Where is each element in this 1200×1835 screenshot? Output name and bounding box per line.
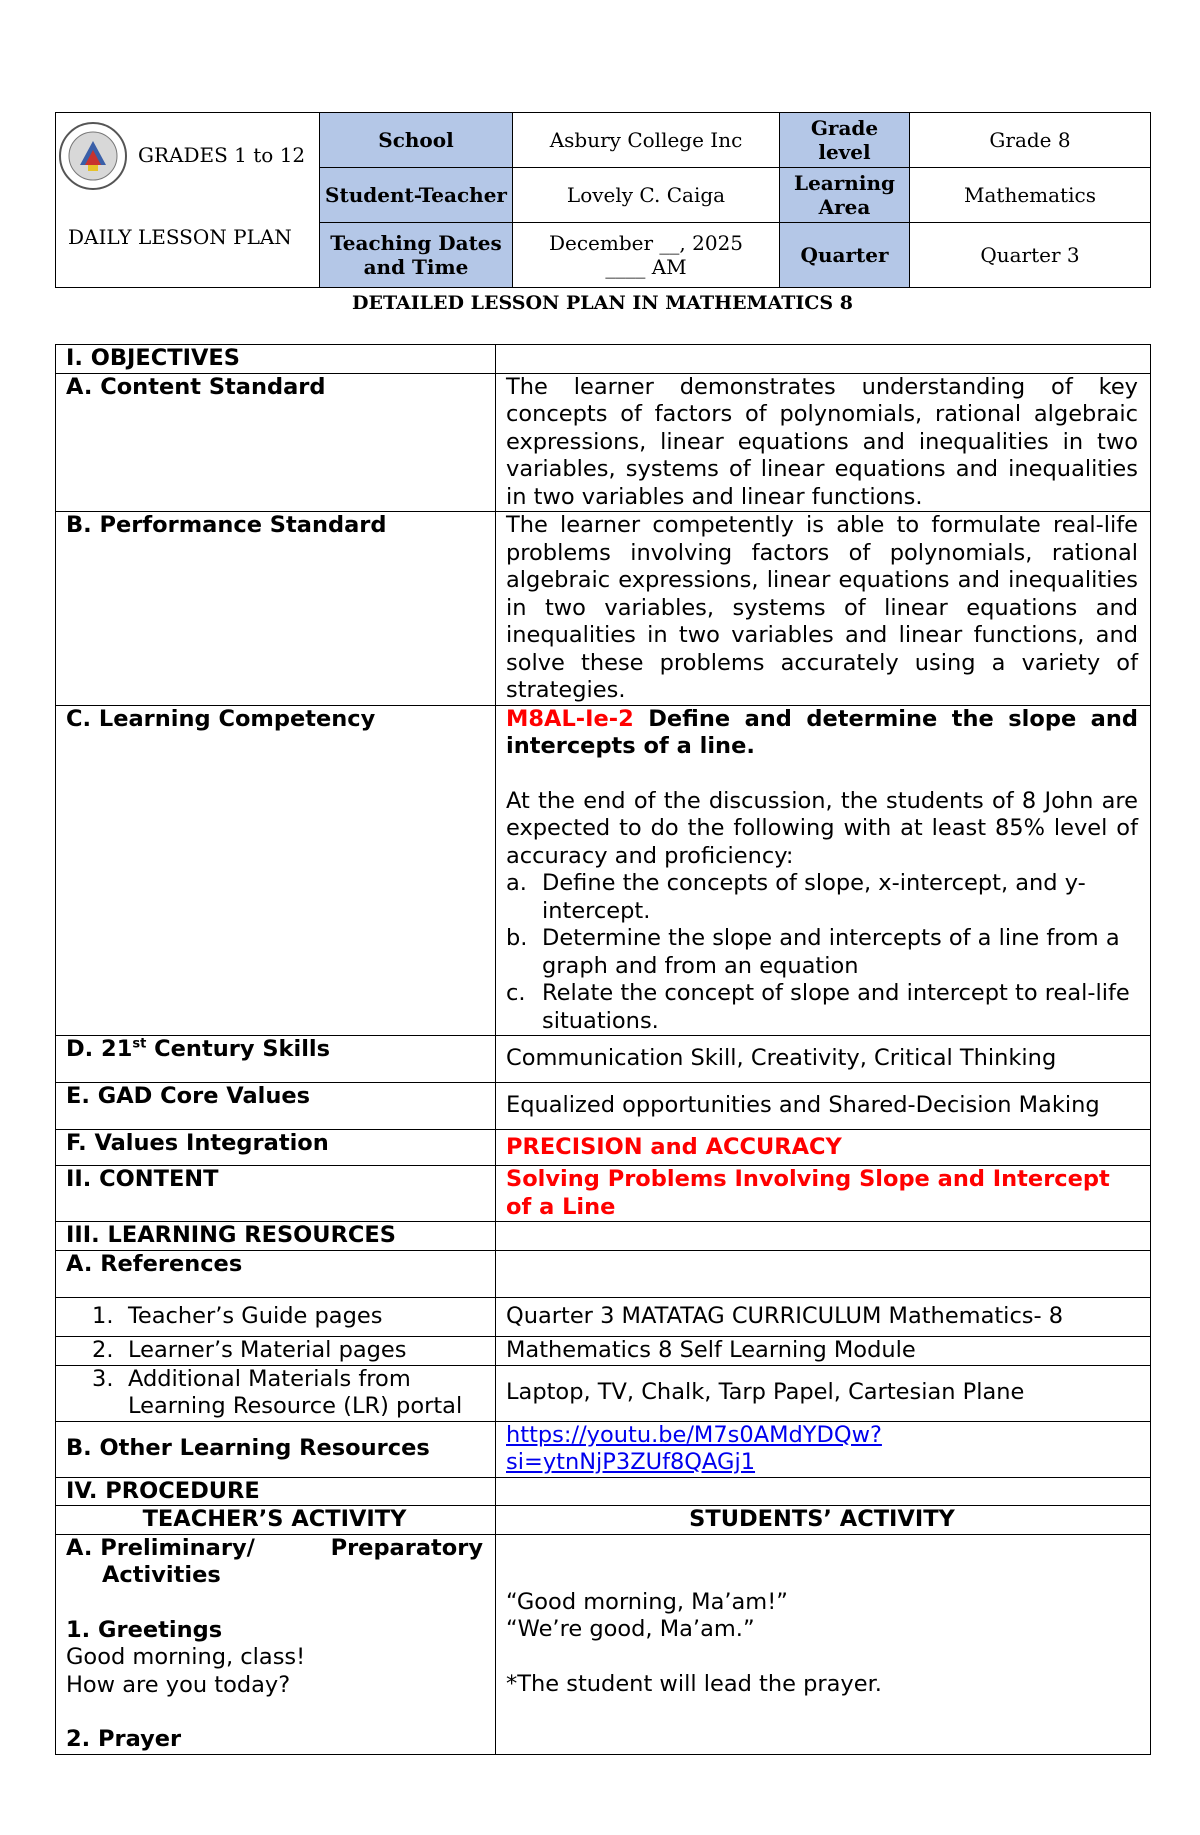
deped-seal-icon	[58, 121, 128, 191]
resources-heading: III. LEARNING RESOURCES	[56, 1222, 496, 1251]
learning-area-label: Learning Area	[780, 168, 910, 223]
competency-title: Define and determine the slope and intercepts of a line.	[506, 705, 1138, 759]
resource-label-text: Learner’s Material pages	[128, 1336, 407, 1363]
preliminary-heading	[66, 1535, 483, 1563]
learning-competency-label: C. Learning Competency	[56, 705, 496, 1036]
lesson-plan-table	[55, 344, 1151, 1755]
other-resources-cell	[496, 1421, 1151, 1477]
table-row	[56, 1297, 1151, 1336]
youtube-link[interactable]	[506, 1422, 882, 1476]
table-row	[56, 1336, 1151, 1365]
values-value: PRECISION and ACCURACY	[496, 1130, 1151, 1166]
learning-competency-cell	[496, 705, 1151, 1036]
skills-label	[56, 1036, 496, 1083]
values-label: F. Values Integration	[56, 1130, 496, 1166]
gad-value: Equalized opportunities and Shared-Decision Making	[496, 1083, 1151, 1130]
school-label: School	[320, 113, 513, 168]
procedure-heading: IV. PROCEDURE	[56, 1477, 496, 1506]
other-resources-row	[56, 1421, 1151, 1477]
list-text: Determine the slope and intercepts of a line from a graph and from an equation	[542, 925, 1120, 979]
grade-level-label: Grade level	[780, 113, 910, 168]
youtube-link-line1[interactable]: https://youtu.be/M7s0AMdYDQw?	[506, 1421, 882, 1448]
list-text: Relate the concept of slope and intercept to real-life situations.	[542, 980, 1130, 1034]
list-marker: 2.	[92, 1336, 114, 1363]
objectives-heading: I. OBJECTIVES	[56, 345, 496, 374]
skills-label-prefix: D. 21	[66, 1036, 133, 1062]
students-activity-cell	[496, 1534, 1151, 1754]
resource-label	[56, 1297, 496, 1336]
spacer	[66, 1699, 483, 1726]
grade-level-value: Grade 8	[910, 113, 1151, 168]
content-standard-row	[56, 373, 1151, 512]
competency-intro: At the end of the discussion, the students of 8 John are expected to do the following with at least 85% level of accuracy and proficiency:	[506, 787, 1138, 869]
skills-label-sup: st	[132, 1036, 147, 1052]
preliminary-line1: A. Preliminary/	[66, 1534, 255, 1561]
gad-label: E. GAD Core Values	[56, 1083, 496, 1130]
procedure-heading-row	[56, 1477, 1151, 1506]
references-label: A. References	[56, 1250, 496, 1297]
resource-value: Mathematics 8 Self Learning Module	[496, 1336, 1151, 1365]
quarter-value: Quarter 3	[910, 223, 1151, 288]
school-value: Asbury College Inc	[513, 113, 780, 168]
list-marker: b.	[506, 925, 528, 951]
skills-value: Communication Skill, Creativity, Critical Thinking	[496, 1036, 1151, 1083]
objectives-heading-empty	[496, 345, 1151, 374]
teaching-dates-value	[513, 223, 780, 288]
list-item	[506, 925, 1138, 980]
resource-value: Laptop, TV, Chalk, Tarp Papel, Cartesian Plane	[496, 1365, 1151, 1421]
resource-label-text: Additional Materials from Learning Resource (LR) portal	[128, 1365, 463, 1419]
teacher-activity-header: TEACHER’S ACTIVITY	[56, 1506, 496, 1535]
teaching-dates-line1: December __, 2025	[548, 231, 744, 255]
header-table	[55, 112, 1151, 288]
performance-standard-text: The learner competently is able to formulate real-life problems involving factors of polynomials, rational algebraic expressions, linear equations and inequalities in two variables, systems of linear equations and inequalities in two variables and linear functions, and solve these problems accurately using a variety of strategies.	[496, 512, 1151, 706]
daily-lesson-plan-label: DAILY LESSON PLAN	[68, 225, 292, 249]
prayer-label: 2. Prayer	[66, 1726, 182, 1752]
learning-area-value: Mathematics	[910, 168, 1151, 223]
content-standard-label: A. Content Standard	[56, 373, 496, 512]
list-marker: a.	[506, 870, 527, 896]
spacer	[506, 1644, 1138, 1671]
list-item	[506, 980, 1138, 1035]
procedure-heading-empty	[496, 1477, 1151, 1506]
other-resources-label: B. Other Learning Resources	[56, 1421, 496, 1477]
student-teacher-label: Student-Teacher	[320, 168, 513, 223]
resource-label-text: Teacher’s Guide pages	[128, 1302, 383, 1329]
preliminary-line1b: Preparatory	[330, 1534, 483, 1561]
content-value: Solving Problems Involving Slope and Intercept of a Line	[496, 1166, 1151, 1222]
student-line3: *The student will lead the prayer.	[506, 1670, 882, 1697]
content-row	[56, 1166, 1151, 1222]
spacer	[66, 1590, 483, 1617]
teaching-dates-line2: ____ AM	[605, 255, 687, 279]
list-marker: c.	[506, 980, 526, 1006]
performance-standard-row	[56, 512, 1151, 706]
teacher-activity-cell	[56, 1534, 496, 1754]
resource-label	[56, 1336, 496, 1365]
references-row	[56, 1250, 1151, 1297]
teaching-dates-label: Teaching Dates and Time	[320, 223, 513, 288]
youtube-link-line2[interactable]: si=ytnNjP3ZUf8QAGj1	[506, 1449, 756, 1475]
competency-heading	[506, 706, 1138, 761]
table-row	[56, 1365, 1151, 1421]
student-line1: “Good morning, Ma’am!”	[506, 1588, 788, 1615]
student-teacher-value: Lovely C. Caiga	[513, 168, 780, 223]
list-marker: 1.	[92, 1302, 114, 1329]
values-row	[56, 1130, 1151, 1166]
list-text: Define the concepts of slope, x-intercept, and y-intercept.	[542, 870, 1086, 924]
skills-row	[56, 1036, 1151, 1083]
greet-line2: How are you today?	[66, 1671, 291, 1698]
activity-columns-row	[56, 1506, 1151, 1535]
learning-competency-row	[56, 705, 1151, 1036]
header-left-cell	[56, 113, 320, 288]
quarter-label: Quarter	[780, 223, 910, 288]
gad-row	[56, 1083, 1151, 1130]
performance-standard-label: B. Performance Standard	[56, 512, 496, 706]
resources-heading-empty	[496, 1222, 1151, 1251]
skills-label-suffix: Century Skills	[146, 1036, 331, 1062]
objectives-heading-row	[56, 345, 1151, 374]
competency-list	[506, 870, 1138, 1035]
spacer	[506, 761, 1138, 788]
content-heading: II. CONTENT	[56, 1166, 496, 1222]
references-empty	[496, 1250, 1151, 1297]
grades-label: GRADES 1 to 12	[138, 143, 306, 167]
competency-code: M8AL-Ie-2	[506, 705, 634, 732]
preliminary-line2: Activities	[102, 1562, 221, 1588]
list-marker: 3.	[92, 1365, 114, 1392]
page-title: DETAILED LESSON PLAN IN MATHEMATICS 8	[351, 292, 853, 314]
students-activity-header: STUDENTS’ ACTIVITY	[496, 1506, 1151, 1535]
content-standard-text: The learner demonstrates understanding of key concepts of factors of polynomials, rational algebraic expressions, linear equations and inequalities in two variables, systems of linear equations and inequalities in two variables and linear functions.	[496, 373, 1151, 512]
spacer	[506, 1562, 1138, 1589]
resource-value: Quarter 3 MATATAG CURRICULUM Mathematics- 8	[496, 1297, 1151, 1336]
spacer	[506, 1535, 1138, 1562]
student-line2: “We’re good, Ma’am.”	[506, 1616, 755, 1642]
list-item	[506, 870, 1138, 925]
greet-line1: Good morning, class!	[66, 1644, 306, 1670]
preliminary-row	[56, 1534, 1151, 1754]
greetings-label: 1. Greetings	[66, 1616, 223, 1643]
resources-heading-row	[56, 1222, 1151, 1251]
resource-label	[56, 1365, 496, 1421]
